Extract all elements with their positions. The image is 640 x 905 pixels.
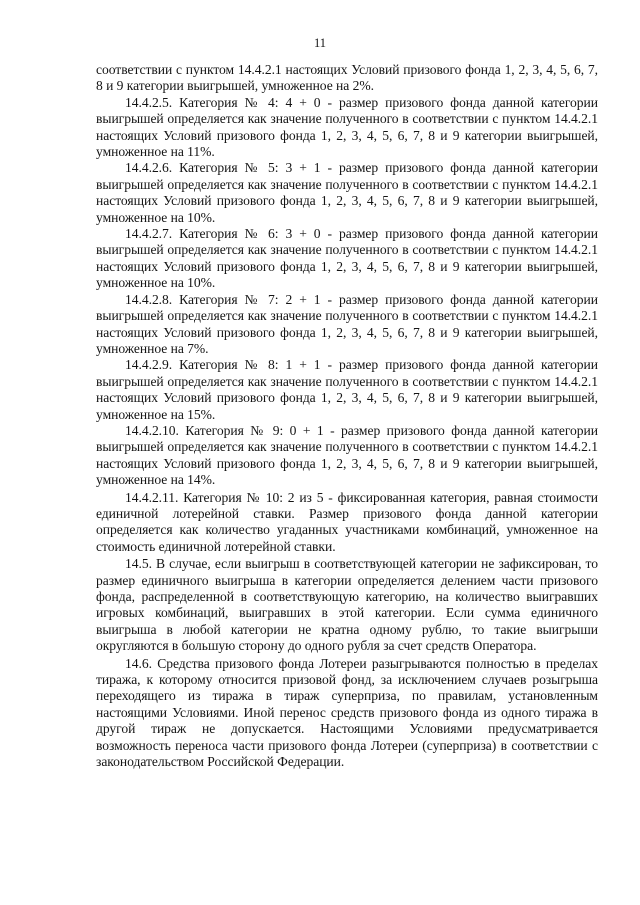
paragraph-14-4-2-11: 14.4.2.11. Категория № 10: 2 из 5 - фиксированная категория, равная стоимости единичной лотерейной ставки. Размер призового фонда данной категории определяется как количество угаданных участниками комбинаций, умноженное на стоимость единичной лотерейной ставки. [96, 489, 598, 554]
document-body [96, 62, 598, 770]
paragraph-continuation: соответствии с пунктом 14.4.2.1 настоящих Условий призового фонда 1, 2, 3, 4, 5, 6, 7, 8 и 9 категории выигрышей, умноженное на 2%. [96, 62, 598, 94]
paragraph-14-4-2-9: 14.4.2.9. Категория № 8: 1 + 1 - размер призового фонда данной категории выигрышей определяется как значение полученного в соответствии с пунктом 14.4.2.1 настоящих Условий призового фонда 1, 2, 3, 4, 5, 6, 7, 8 и 9 категории выигрышей, умноженное на 15%. [96, 357, 598, 422]
page-number: 11 [313, 36, 327, 50]
paragraph-14-4-2-8: 14.4.2.8. Категория № 7: 2 + 1 - размер призового фонда данной категории выигрышей определяется как значение полученного в соответствии с пунктом 14.4.2.1 настоящих Условий призового фонда 1, 2, 3, 4, 5, 6, 7, 8 и 9 категории выигрышей, умноженное на 7%. [96, 291, 598, 356]
paragraph-14-4-2-10: 14.4.2.10. Категория № 9: 0 + 1 - размер призового фонда данной категории выигрышей определяется как значение полученного в соответствии с пунктом 14.4.2.1 настоящих Условий призового фонда 1, 2, 3, 4, 5, 6, 7, 8 и 9 категории выигрышей, умноженное на 14%. [96, 422, 598, 488]
paragraph-14-6: 14.6. Средства призового фонда Лотереи разыгрываются полностью в пределах тиража, к которому относится призовой фонд, за исключением случаев розыгрыша переходящего из тиража в тираж суперприза, по правилам, установленным настоящими Условиями. Иной перенос средств призового фонда из одного тиража в другой тираж не допускается. Настоящими Условиями предусматривается возможность переноса части призового фонда Лотереи (суперприза) в соответствии с законодательством Российской Федерации. [96, 655, 598, 770]
paragraph-14-4-2-6: 14.4.2.6. Категория № 5: 3 + 1 - размер призового фонда данной категории выигрышей определяется как значение полученного в соответствии с пунктом 14.4.2.1 настоящих Условий призового фонда 1, 2, 3, 4, 5, 6, 7, 8 и 9 категории выигрышей, умноженное на 10%. [96, 160, 598, 225]
paragraph-14-4-2-5: 14.4.2.5. Категория № 4: 4 + 0 - размер призового фонда данной категории выигрышей определяется как значение полученного в соответствии с пунктом 14.4.2.1 настоящих Условий призового фонда 1, 2, 3, 4, 5, 6, 7, 8 и 9 категории выигрышей, умноженное на 11%. [96, 94, 598, 160]
paragraph-14-5: 14.5. В случае, если выигрыш в соответствующей категории не зафиксирован, то размер единичного выигрыша в категории определяется делением части призового фонда, распределенной в соответствующую категорию, на количество выигравших игровых комбинаций, выигравших в этой категории. Если сумма единичного выигрыша в любой категории не кратна одному рублю, то такие выигрыши округляются в большую сторону до одного рубля за счет средств Оператора. [96, 556, 598, 654]
paragraph-14-4-2-7: 14.4.2.7. Категория № 6: 3 + 0 - размер призового фонда данной категории выигрышей определяется как значение полученного в соответствии с пунктом 14.4.2.1 настоящих Условий призового фонда 1, 2, 3, 4, 5, 6, 7, 8 и 9 категории выигрышей, умноженное на 10%. [96, 226, 598, 291]
